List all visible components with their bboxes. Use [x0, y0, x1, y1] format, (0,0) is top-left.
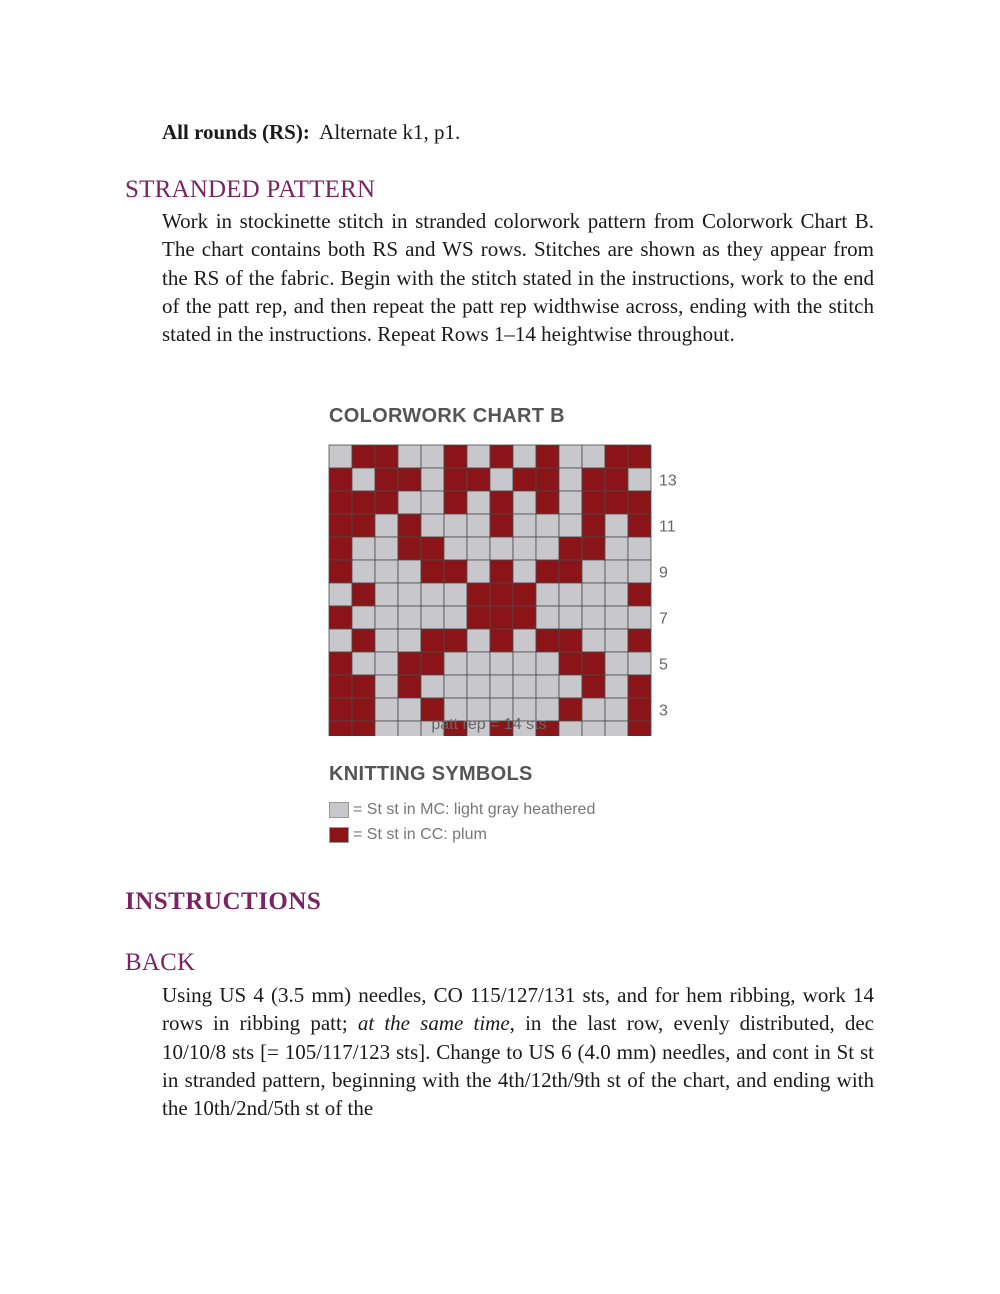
chart-cell	[559, 652, 582, 675]
chart-cell	[628, 560, 651, 583]
all-rounds-line	[162, 118, 874, 146]
chart-cell	[513, 675, 536, 698]
chart-cell	[559, 537, 582, 560]
chart-cell	[398, 445, 421, 468]
chart-cell	[605, 629, 628, 652]
chart-cell	[329, 491, 352, 514]
chart-cell	[628, 629, 651, 652]
chart-cell	[628, 583, 651, 606]
chart-cell	[536, 445, 559, 468]
chart-cell	[582, 652, 605, 675]
chart-cell	[605, 560, 628, 583]
chart-cell	[398, 675, 421, 698]
chart-cell	[421, 537, 444, 560]
chart-cell	[467, 445, 490, 468]
chart-cell	[352, 491, 375, 514]
chart-cell	[536, 629, 559, 652]
chart-cell	[352, 606, 375, 629]
chart-cell	[329, 560, 352, 583]
chart-cell	[559, 468, 582, 491]
chart-cell	[467, 652, 490, 675]
chart-cell	[605, 537, 628, 560]
chart-cell	[536, 583, 559, 606]
chart-cell	[329, 606, 352, 629]
chart-cell	[513, 537, 536, 560]
chart-cell	[582, 560, 605, 583]
chart-cell	[398, 468, 421, 491]
chart-cell	[444, 560, 467, 583]
chart-cell	[467, 675, 490, 698]
chart-cell	[490, 445, 513, 468]
chart-cell	[375, 468, 398, 491]
chart-cell	[536, 468, 559, 491]
chart-cell	[582, 583, 605, 606]
chart-cell	[582, 514, 605, 537]
chart-cell	[559, 560, 582, 583]
chart-cell	[582, 675, 605, 698]
chart-cell	[490, 629, 513, 652]
chart-cell	[628, 514, 651, 537]
chart-cell	[513, 491, 536, 514]
legend-cc-text: = St st in CC: plum	[353, 826, 487, 843]
chart-cell	[490, 491, 513, 514]
back-body	[162, 981, 874, 1122]
chart-cell	[536, 537, 559, 560]
chart-cell	[582, 445, 605, 468]
chart-cell	[628, 445, 651, 468]
chart-cell	[467, 583, 490, 606]
instructions-heading: INSTRUCTIONS	[125, 888, 322, 915]
chart-cell	[444, 675, 467, 698]
stranded-pattern-body: Work in stockinette stitch in stranded colorwork pattern from Colorwork Chart B. The chart contains both RS and WS rows. Stitches are shown as they appear from the RS of the fabric. Begin with the stitch stated in the instructions, work to the end of the patt rep, and then repeat the patt rep widthwise across, ending with the stitch stated in the instructions. Repeat Rows 1–14 heightwise throughout.	[162, 209, 874, 347]
chart-cell	[352, 514, 375, 537]
chart-cell	[398, 514, 421, 537]
chart-cell	[536, 652, 559, 675]
chart-title: COLORWORK CHART B	[329, 405, 565, 427]
chart-cell	[605, 468, 628, 491]
chart-cell	[375, 652, 398, 675]
chart-cell	[628, 652, 651, 675]
chart-cell	[421, 514, 444, 537]
chart-row-label: 9	[659, 564, 668, 582]
chart-cell	[444, 514, 467, 537]
chart-cell	[352, 468, 375, 491]
colorwork-chart	[320, 436, 700, 736]
chart-cell	[582, 491, 605, 514]
patt-rep-label: patt rep = 14 sts	[431, 716, 547, 733]
chart-cell	[490, 652, 513, 675]
all-rounds-label: All rounds (RS):	[162, 120, 310, 144]
chart-cell	[375, 675, 398, 698]
chart-cell	[467, 537, 490, 560]
cc-swatch	[329, 827, 349, 843]
legend-mc	[329, 801, 595, 819]
chart-cell	[421, 583, 444, 606]
chart-cell	[444, 468, 467, 491]
chart-cell	[467, 629, 490, 652]
chart-cell	[628, 675, 651, 698]
chart-cell	[398, 491, 421, 514]
chart-cell	[605, 652, 628, 675]
chart-cell	[490, 606, 513, 629]
chart-cell	[329, 675, 352, 698]
chart-cell	[628, 468, 651, 491]
chart-cell	[536, 606, 559, 629]
chart-cell	[467, 491, 490, 514]
chart-cell	[375, 560, 398, 583]
chart-cell	[628, 537, 651, 560]
stranded-pattern-heading: STRANDED PATTERN	[125, 176, 376, 203]
chart-cell	[513, 606, 536, 629]
chart-cell	[490, 583, 513, 606]
chart-cell	[352, 652, 375, 675]
chart-cell	[467, 560, 490, 583]
chart-cell	[628, 606, 651, 629]
chart-cell	[421, 629, 444, 652]
chart-cell	[605, 583, 628, 606]
chart-cell	[467, 514, 490, 537]
chart-cell	[421, 445, 444, 468]
chart-cell	[329, 445, 352, 468]
chart-cell	[352, 583, 375, 606]
mc-swatch	[329, 802, 349, 818]
chart-cell	[421, 560, 444, 583]
chart-cell	[536, 560, 559, 583]
chart-row-label: 7	[659, 610, 668, 628]
chart-cell	[536, 491, 559, 514]
chart-cell	[352, 675, 375, 698]
chart-cell	[490, 675, 513, 698]
back-body-emphasis: at the same time	[357, 1011, 510, 1036]
chart-cell	[352, 629, 375, 652]
chart-cell	[490, 560, 513, 583]
back-body-end: , in the last row, evenly distributed, dec 10/10/8 sts [= 105/117/123 sts]. Change to US 6 (4.0 mm) needles, and cont in St st in stranded pattern, beginning with the 4th/12th/9th st of the chart, and ending with the 10th/2nd/5th st of the	[162, 1011, 875, 1121]
chart-cell	[398, 629, 421, 652]
chart-cell	[421, 468, 444, 491]
chart-cell	[536, 675, 559, 698]
back-body-start: Using US 4 (3.5 mm) needles, CO 115/127/131 sts, and for hem ribbing, work 14 rows in ribbing patt;	[162, 983, 874, 1036]
chart-cell	[352, 560, 375, 583]
chart-row-label: 13	[659, 472, 677, 490]
chart-cell	[329, 514, 352, 537]
chart-cell	[559, 606, 582, 629]
all-rounds-text: Alternate k1, p1.	[319, 120, 461, 144]
chart-cell	[490, 514, 513, 537]
chart-cell	[329, 468, 352, 491]
chart-cell	[559, 514, 582, 537]
chart-cell	[444, 583, 467, 606]
chart-cell	[582, 629, 605, 652]
chart-cell	[398, 583, 421, 606]
chart-cell	[329, 537, 352, 560]
chart-cell	[605, 675, 628, 698]
knitting-symbols-heading: KNITTING SYMBOLS	[329, 763, 533, 785]
chart-cell	[444, 491, 467, 514]
chart-cell	[513, 514, 536, 537]
chart-cell	[605, 514, 628, 537]
chart-cell	[375, 583, 398, 606]
chart-cell	[375, 537, 398, 560]
chart-cell	[444, 629, 467, 652]
chart-cell	[513, 583, 536, 606]
chart-cell	[398, 652, 421, 675]
chart-cell	[375, 629, 398, 652]
chart-cell	[352, 445, 375, 468]
back-heading: BACK	[125, 949, 196, 976]
chart-cell	[513, 652, 536, 675]
chart-row-label: 3	[659, 702, 668, 720]
chart-cell	[536, 514, 559, 537]
chart-cell	[559, 629, 582, 652]
chart-cell	[329, 583, 352, 606]
chart-row-label: 11	[659, 518, 676, 536]
chart-cell	[605, 606, 628, 629]
chart-cell	[559, 445, 582, 468]
chart-cell	[605, 445, 628, 468]
chart-cell	[467, 468, 490, 491]
chart-cell	[513, 468, 536, 491]
chart-cell	[444, 537, 467, 560]
chart-cell	[559, 491, 582, 514]
chart-cell	[375, 514, 398, 537]
chart-cell	[375, 606, 398, 629]
legend-cc	[329, 826, 487, 844]
chart-cell	[444, 606, 467, 629]
chart-cell	[467, 606, 490, 629]
chart-cell	[444, 445, 467, 468]
chart-cell	[513, 560, 536, 583]
chart-cell	[375, 491, 398, 514]
chart-cell	[605, 491, 628, 514]
chart-cell	[398, 537, 421, 560]
chart-cell	[582, 468, 605, 491]
chart-cell	[421, 652, 444, 675]
chart-cell	[582, 537, 605, 560]
chart-row-label: 5	[659, 656, 668, 674]
chart-cell	[444, 652, 467, 675]
chart-cell	[421, 675, 444, 698]
chart-cell	[398, 560, 421, 583]
chart-cell	[421, 606, 444, 629]
chart-cell	[490, 468, 513, 491]
chart-cell	[490, 537, 513, 560]
chart-cell	[352, 537, 375, 560]
chart-cell	[398, 606, 421, 629]
chart-cell	[421, 491, 444, 514]
chart-cell	[582, 606, 605, 629]
chart-cell	[329, 652, 352, 675]
chart-cell	[559, 675, 582, 698]
chart-cell	[559, 583, 582, 606]
chart-cell	[375, 445, 398, 468]
legend-mc-text: = St st in MC: light gray heathered	[353, 801, 596, 818]
chart-cell	[513, 445, 536, 468]
chart-cell	[329, 629, 352, 652]
chart-cell	[513, 629, 536, 652]
chart-cell	[628, 491, 651, 514]
